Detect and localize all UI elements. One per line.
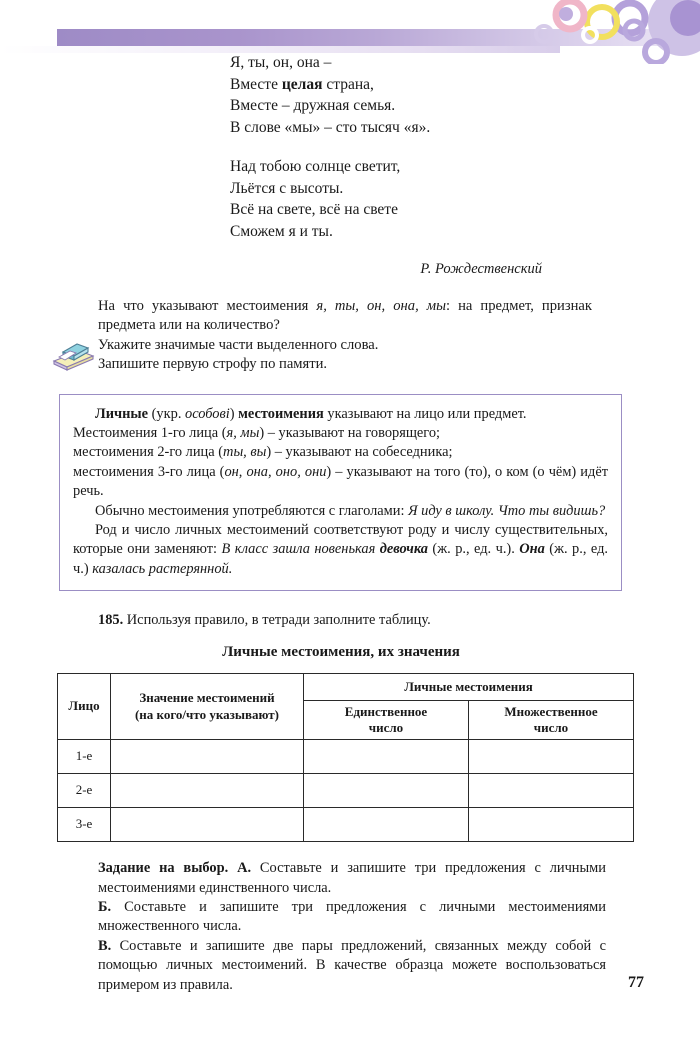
table-row bbox=[58, 740, 634, 774]
page-number: 77 bbox=[628, 974, 644, 991]
rule-box bbox=[59, 394, 622, 592]
rule-example-sentence: В класс зашла новенькая bbox=[221, 541, 380, 558]
table-header-face: Лицо bbox=[58, 674, 111, 740]
exercise-185-instruction bbox=[0, 611, 700, 630]
tasks-block bbox=[0, 859, 700, 995]
table-cell-plural[interactable] bbox=[469, 774, 634, 808]
rule-ukrainian-term: особові bbox=[185, 405, 230, 422]
table-header-singular-line1: Единственное bbox=[344, 703, 428, 719]
table-cell-plural[interactable] bbox=[469, 808, 634, 842]
table-cell-meaning[interactable] bbox=[111, 774, 304, 808]
table-cell-singular[interactable] bbox=[304, 740, 469, 774]
table-header-plural bbox=[469, 701, 634, 740]
rule-example-highlight: девочка bbox=[379, 541, 428, 558]
instruction-question-3: Запишите первую строфу по памяти. bbox=[98, 356, 328, 372]
task-v bbox=[98, 937, 606, 995]
table-title: Личные местоимения, их значения bbox=[222, 644, 460, 661]
rule-paragraph-definition bbox=[73, 405, 608, 424]
exercise-text: Используя правило, в тетради заполните таблицу. bbox=[123, 612, 431, 629]
table-row-label: 2-е bbox=[58, 774, 111, 808]
poem-line bbox=[230, 74, 700, 96]
table-header-plural-line2: число bbox=[533, 720, 569, 736]
table-header-group: Личные местоимения bbox=[304, 674, 634, 701]
table-cell-singular[interactable] bbox=[304, 808, 469, 842]
rule-paragraph-person-3 bbox=[73, 463, 608, 502]
rule-paragraph-gender-number bbox=[73, 521, 608, 579]
poem-block bbox=[0, 52, 700, 281]
rule-text: Род и число личных местоимений соответствуют роду и числу существительных, которые они заменяют: bbox=[73, 521, 608, 558]
pronoun-table-wrapper bbox=[57, 673, 634, 842]
rule-example-pronouns: он, она, оно, они bbox=[224, 463, 327, 480]
table-cell-meaning[interactable] bbox=[111, 740, 304, 774]
rule-text: ) bbox=[229, 405, 239, 422]
poem-line: В слове «мы» – сто тысяч «я». bbox=[230, 118, 431, 136]
poem-stanza-1 bbox=[230, 52, 700, 138]
table-row bbox=[58, 774, 634, 808]
table-header-meaning bbox=[111, 674, 304, 740]
rule-example-pronouns: я, мы bbox=[226, 424, 260, 441]
table-cell-singular[interactable] bbox=[304, 774, 469, 808]
poem-line: Над тобою солнце светит, bbox=[230, 158, 401, 175]
rule-text: указывают на лицо или предмет. bbox=[323, 405, 527, 422]
pronoun-table bbox=[57, 673, 634, 842]
instructions-block bbox=[0, 297, 700, 375]
rule-example-sentence: Я иду в школу. Что ты видишь? bbox=[408, 502, 606, 519]
exercise-number: 185. bbox=[98, 612, 124, 629]
rule-text: (ж. р., ед. ч.). bbox=[427, 541, 520, 558]
rule-text: (ж. р., ед. ч.) bbox=[73, 541, 609, 577]
rule-text: местоимения 2-го лица ( bbox=[73, 444, 224, 461]
task-intro-label: Задание на выбор. bbox=[98, 860, 229, 877]
task-letter-a: А. bbox=[228, 860, 252, 877]
task-a-text: Составьте и запишите три предложения с личными местоимениями единственного числа. bbox=[98, 860, 606, 896]
table-header-singular-line2: число bbox=[368, 720, 404, 736]
poem-author: Р. Рождественский bbox=[420, 261, 542, 277]
rule-text: Местоимения 1-го лица ( bbox=[73, 424, 227, 441]
poem-text: Вместе bbox=[230, 75, 282, 93]
table-cell-meaning[interactable] bbox=[111, 808, 304, 842]
rule-paragraph-person-1 bbox=[73, 424, 608, 443]
rule-text: Обычно местоимения употребляются с глаголами: bbox=[95, 502, 409, 519]
table-header-singular bbox=[304, 701, 469, 740]
table-header-meaning-line2: (на кого/что указывают) bbox=[134, 706, 280, 722]
rule-paragraph-person-2 bbox=[73, 443, 608, 462]
table-row-label: 3-е bbox=[58, 808, 111, 842]
table-header-plural-line1: Множественное bbox=[504, 703, 598, 719]
poem-line: Сможем я и ты. bbox=[230, 222, 333, 240]
task-a bbox=[98, 859, 606, 898]
rule-bold-term: местоимения bbox=[238, 405, 324, 422]
poem-text: страна, bbox=[322, 75, 374, 93]
table-row bbox=[58, 808, 634, 842]
poem-line: Всё на свете, всё на свете bbox=[230, 201, 398, 218]
table-row-label: 1-е bbox=[58, 740, 111, 774]
rule-paragraph-verbs bbox=[73, 502, 608, 521]
rule-example-highlight: Она bbox=[519, 541, 545, 558]
poem-bold-word: целая bbox=[281, 75, 323, 93]
task-letter-b: Б. bbox=[98, 898, 112, 915]
rule-text: местоимения 3-го лица ( bbox=[73, 463, 225, 480]
table-cell-plural[interactable] bbox=[469, 740, 634, 774]
books-icon bbox=[50, 339, 96, 371]
poem-line: Льётся с высоты. bbox=[230, 179, 344, 197]
table-header-row-1 bbox=[58, 674, 634, 701]
instruction-text: На что указывают местоимения bbox=[98, 297, 317, 314]
poem-line: Вместе – дружная семья. bbox=[230, 97, 396, 114]
poem-line: Я, ты, он, она – bbox=[230, 54, 332, 71]
poem-stanza-2 bbox=[230, 156, 700, 242]
instruction-pronoun-list: я, ты, он, она, мы bbox=[316, 297, 446, 314]
rule-text: (укр. bbox=[148, 405, 186, 422]
rule-text: ) – указывают на говорящего; bbox=[259, 424, 441, 441]
rule-text: ) – указывают на собеседника; bbox=[266, 444, 453, 461]
task-b bbox=[98, 898, 606, 937]
task-letter-v: В. bbox=[98, 937, 112, 954]
instruction-question-1 bbox=[98, 297, 592, 336]
instruction-text: : на предмет, признак предмета или на количество? bbox=[98, 297, 592, 333]
rule-text: ) – указывают на того (то), о ком (о чём) идёт речь. bbox=[73, 463, 608, 500]
table-header-meaning-line1: Значение местоимений bbox=[139, 690, 275, 706]
rule-example-sentence: казалась растерянной. bbox=[92, 560, 233, 577]
rule-example-pronouns: ты, вы bbox=[223, 444, 267, 461]
instruction-question-2: Укажите значимые части выделенного слова. bbox=[98, 336, 379, 353]
rule-bold-term: Личные bbox=[95, 405, 149, 422]
task-v-text: Составьте и запишите две пары предложений, связанных между собой с помощью личных местоимений. В качестве образца можете воспользоваться примером из правила. bbox=[98, 937, 606, 993]
task-b-text: Составьте и запишите три предложения с личными местоимениями множественного числа. bbox=[98, 898, 606, 935]
